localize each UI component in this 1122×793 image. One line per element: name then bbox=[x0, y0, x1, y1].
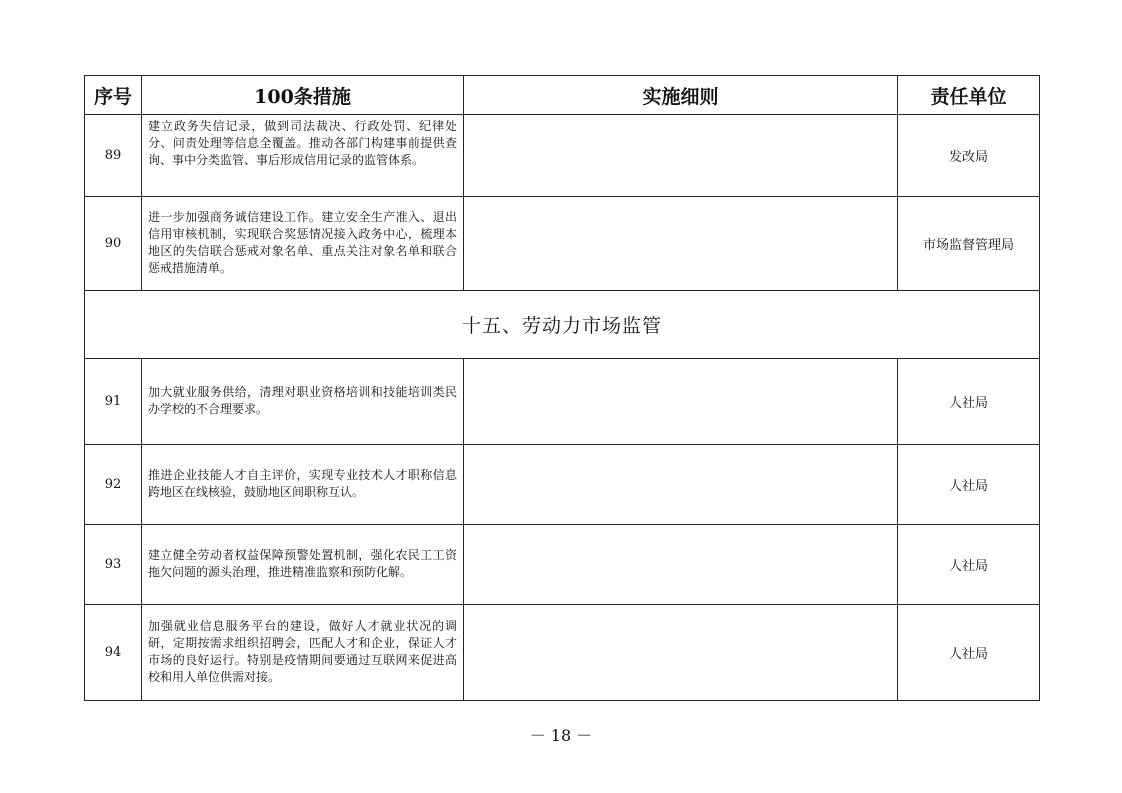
row-detail bbox=[464, 605, 898, 701]
row-serial: 93 bbox=[85, 525, 142, 605]
row-unit: 市场监督管理局 bbox=[898, 197, 1040, 291]
row-serial: 92 bbox=[85, 445, 142, 525]
row-unit: 人社局 bbox=[898, 605, 1040, 701]
row-serial: 94 bbox=[85, 605, 142, 701]
header-responsible-unit: 责任单位 bbox=[898, 76, 1040, 115]
table-header-row bbox=[85, 76, 1040, 115]
row-unit: 人社局 bbox=[898, 525, 1040, 605]
measures-table bbox=[84, 75, 1040, 701]
row-measure: 建立健全劳动者权益保障预警处置机制，强化农民工工资拖欠问题的源头治理，推进精准监察和预防化解。 bbox=[142, 525, 464, 605]
table-row bbox=[85, 197, 1040, 291]
header-measures: 100条措施 bbox=[142, 76, 464, 115]
section-title: 十五、劳动力市场监管 bbox=[85, 291, 1040, 359]
row-detail bbox=[464, 197, 898, 291]
row-serial: 90 bbox=[85, 197, 142, 291]
row-serial: 89 bbox=[85, 115, 142, 197]
page-number: － 18 － bbox=[529, 726, 593, 745]
measures-table-container bbox=[84, 75, 1039, 701]
row-unit: 人社局 bbox=[898, 445, 1040, 525]
table-row bbox=[85, 359, 1040, 445]
header-serial: 序号 bbox=[85, 76, 142, 115]
row-measure: 建立政务失信记录，做到司法裁决、行政处罚、纪律处分、问责处理等信息全覆盖。推动各部门构建事前提供查询、事中分类监管、事后形成信用记录的监管体系。 bbox=[142, 115, 464, 197]
table-row bbox=[85, 115, 1040, 197]
row-measure: 加大就业服务供给，清理对职业资格培训和技能培训类民办学校的不合理要求。 bbox=[142, 359, 464, 445]
row-detail bbox=[464, 445, 898, 525]
table-row bbox=[85, 525, 1040, 605]
row-unit: 发改局 bbox=[898, 115, 1040, 197]
section-row bbox=[85, 291, 1040, 359]
row-detail bbox=[464, 525, 898, 605]
row-measure: 推进企业技能人才自主评价，实现专业技术人才职称信息跨地区在线核验，鼓励地区间职称互认。 bbox=[142, 445, 464, 525]
row-measure: 加强就业信息服务平台的建设，做好人才就业状况的调研，定期按需求组织招聘会，匹配人才和企业，保证人才市场的良好运行。特别是疫情期间要通过互联网来促进高校和用人单位供需对接。 bbox=[142, 605, 464, 701]
table-row bbox=[85, 445, 1040, 525]
header-details: 实施细则 bbox=[464, 76, 898, 115]
table-row bbox=[85, 605, 1040, 701]
row-detail bbox=[464, 359, 898, 445]
row-detail bbox=[464, 115, 898, 197]
row-serial: 91 bbox=[85, 359, 142, 445]
row-unit: 人社局 bbox=[898, 359, 1040, 445]
row-measure: 进一步加强商务诚信建设工作。建立安全生产准入、退出信用审核机制，实现联合奖惩情况接入政务中心，梳理本地区的失信联合惩戒对象名单、重点关注对象名单和联合惩戒措施清单。 bbox=[142, 197, 464, 291]
